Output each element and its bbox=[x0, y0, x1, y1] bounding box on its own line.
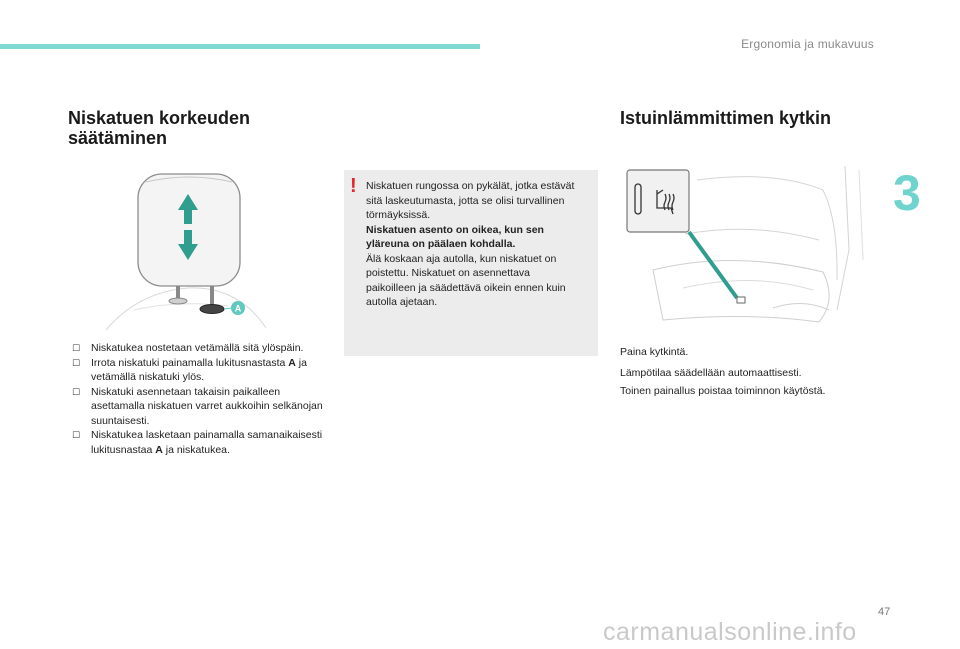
warning-text-2: Niskatuen asento on oikea, kun sen yläreuna on päälaen kohdalla. bbox=[366, 223, 544, 250]
headrest-section-title bbox=[68, 108, 328, 148]
pointer-line bbox=[689, 232, 737, 298]
bullet-icon: ☐ bbox=[72, 357, 81, 368]
chapter-number: 3 bbox=[893, 165, 921, 221]
warning-text-3: Älä koskaan aja autolla, kun niskatuet on poistettu. Niskatuet on asennettava paikoilleen ja säädettävä oikein ennen kuin autolla ajetaan. bbox=[366, 252, 566, 308]
page-number: 47 bbox=[878, 606, 891, 618]
watermark: carmanualsonline.info bbox=[603, 618, 857, 646]
seat-heater-section-title: Istuinlämmittimen kytkin bbox=[620, 108, 832, 128]
list-item: ☐ Niskatuki asennetaan takaisin paikalleen asettamalla niskatuen varret aukkoihin selkänojan suuntaisesti. bbox=[72, 385, 323, 427]
list-item: ☐ Niskatukea nostetaan vetämällä sitä ylöspäin. bbox=[72, 342, 304, 354]
warning-text-1: Niskatuen rungossa on pykälät, jotka estävät sitä laskeutumasta, jotta se olisi turvallinen törmäyksissä. bbox=[366, 180, 575, 221]
lock-pin-a bbox=[200, 305, 224, 314]
section-header: Ergonomia ja mukavuus bbox=[741, 37, 874, 51]
headrest-illustration bbox=[98, 160, 274, 332]
callout-a-label: A bbox=[234, 303, 242, 314]
switch-location-marker bbox=[737, 297, 745, 303]
warning-icon: ! bbox=[350, 175, 357, 197]
headrest-title-line1: Niskatuen korkeuden bbox=[68, 108, 251, 128]
top-accent-bar bbox=[0, 44, 480, 49]
headrest-title-line2: säätäminen bbox=[68, 128, 168, 148]
list-item: ☐ Irrota niskatuki painamalla lukitusnastasta A ja vetämällä niskatuki ylös. bbox=[72, 356, 307, 383]
bullet-icon: ☐ bbox=[72, 343, 81, 353]
bullet-icon: ☐ bbox=[72, 386, 81, 397]
seat-heater-switch-inset bbox=[627, 170, 689, 232]
warning-box bbox=[344, 170, 598, 356]
list-item: ☐ Niskatukea lasketaan painamalla samanaikaisesti lukitusnastaa A ja niskatukea. bbox=[72, 429, 323, 456]
bullet-icon: ☐ bbox=[72, 430, 81, 440]
headrest-steps-list bbox=[72, 341, 332, 457]
seat-heater-para-2: Lämpötilaa säädellään automaattisesti. bbox=[620, 367, 802, 379]
seat-heater-illustration bbox=[623, 160, 868, 328]
seat-heater-para-3: Toinen painallus poistaa toiminnon käytöstä. bbox=[620, 385, 826, 397]
seat-heater-para-1: Paina kytkintä. bbox=[620, 346, 689, 358]
